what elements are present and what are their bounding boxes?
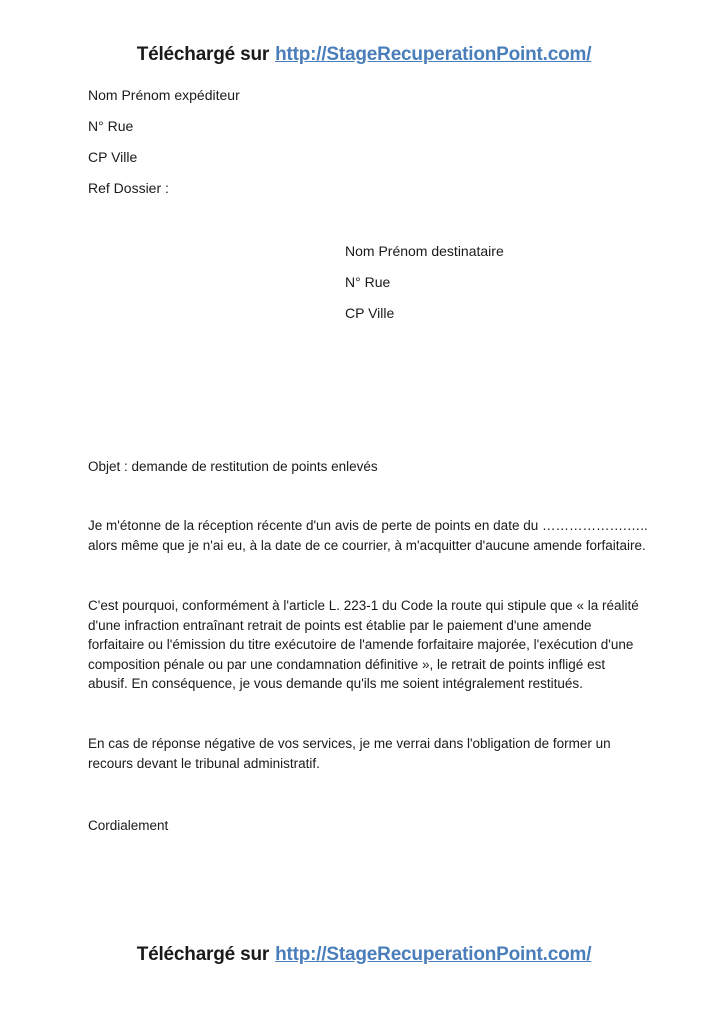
sender-ref-line: Ref Dossier :	[88, 180, 169, 196]
header-download-prefix: Téléchargé sur	[136, 44, 270, 65]
header-download-banner	[0, 44, 728, 66]
sender-city-line: CP Ville	[88, 149, 138, 165]
sender-street-line: N° Rue	[88, 118, 134, 134]
paragraph-legal: C'est pourquoi, conformément à l'article L. 223-1 du Code la route qui stipule que « la réalité d'une infraction entraînant retrait de points est établie par le paiement d'une amende forfaitaire ou l'émission du titre exécutoire de l'amende forfaitaire majorée, l'exécution d'une composition pénale ou par une condamnation définitive », le retrait de points infligé est abusif. En conséquence, je vous demande qu'ils me soient intégralement restitués.	[88, 598, 639, 691]
sender-address-block	[88, 86, 240, 210]
recipient-street-line: N° Rue	[345, 274, 391, 290]
paragraph-intro: Je m'étonne de la réception récente d'un avis de perte de points en date du ……………….….. alors même que je n'ai eu, à la date de ce courrier, à m'acquitter d'aucune amende forfaitaire.	[88, 518, 648, 553]
footer-download-prefix: Téléchargé sur	[136, 944, 270, 965]
recipient-address-block	[345, 242, 504, 335]
recipient-name-line: Nom Prénom destinataire	[345, 243, 504, 259]
recipient-city-line: CP Ville	[345, 305, 395, 321]
header-download-link[interactable]: http://StageRecuperationPoint.com/	[275, 44, 592, 65]
footer-download-link[interactable]: http://StageRecuperationPoint.com/	[275, 944, 592, 965]
footer-download-banner	[0, 944, 728, 966]
sender-name-line: Nom Prénom expéditeur	[88, 87, 240, 103]
closing-line: Cordialement	[88, 818, 169, 833]
subject-line: Objet : demande de restitution de points enlevés	[88, 459, 378, 474]
paragraph-recourse: En cas de réponse négative de vos services, je me verrai dans l'obligation de former un recours devant le tribunal administratif.	[88, 736, 611, 771]
